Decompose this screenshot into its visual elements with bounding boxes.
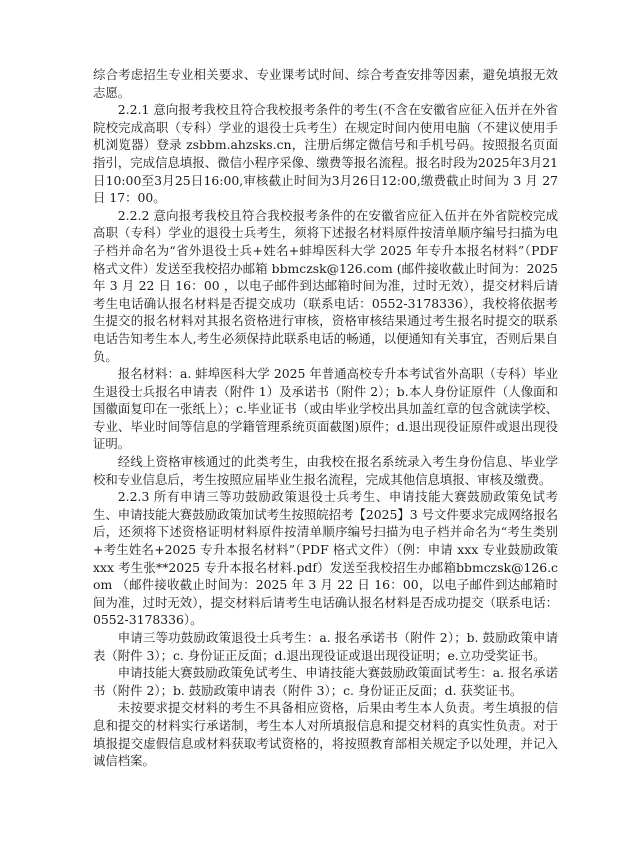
document-body [93, 66, 558, 770]
paragraph-merit-materials: 申请三等功鼓励政策退役士兵考生：a. 报名承诺书（附件 2）；b. 鼓励政策申请表（附件 3）；c. 身份证正反面；d.退出现役证或退出现役证明；e.立功受奖证书。 [93, 630, 558, 663]
paragraph-2-2-2: 2.2.2 意向报考我校且符合我校报考条件的在安徽省应征入伍并在外省院校完成高职（专科）学业的退役士兵考生，须将下述报名材料原件按清单顺序编号扫描为电子档并命名为“省外退役士兵+姓名+蚌埠医科大学 2025 年专升本报名材料”（PDF 格式文件）发送至我校招办邮箱 bbmczsk@126.com (邮件接收截止时间为：2025 年 3 月 22 日 16：00 ，以电子邮件到达邮箱时间为准，过时无效），提交材料后请考生电话确认报名材料是否提交成功（联系电话：0552-3178336），我校将依据考生提交的报名材料对其报名资格进行审核，资格审核结果通过考生报名时提交的联系电话告知考生本人,考生必须保持此联系电话的畅通，以便通知有关事宜，否则后果自负。 [93, 207, 558, 364]
paragraph-skills-competition-materials: 申请技能大赛鼓励政策免试考生、申请技能大赛鼓励政策面试考生：a. 报名承诺书（附件 2）；b. 鼓励政策申请表（附件 3）；c. 身份证正反面；d. 获奖证书。 [93, 665, 558, 698]
paragraph-disclaimer: 未按要求提交材料的考生不具备相应资格，后果由考生本人负责。考生填报的信息和提交的材料实行承诺制，考生本人对所填报信息和提交材料的真实性负责。对于填报提交虚假信息或材料获取考试资格的，将按照教育部相关规定予以处理，并记入诚信档案。 [93, 700, 558, 769]
paragraph-online-review: 经线上资格审核通过的此类考生，由我校在报名系统录入考生身份信息、毕业学校和专业信息后，考生按照应届毕业生报名流程，完成其他信息填报、审核及缴费。 [93, 454, 558, 487]
paragraph-intro-continuation: 综合考虑招生专业相关要求、专业课考试时间、综合考查安排等因素，避免填报无效志愿。 [93, 67, 558, 100]
paragraph-registration-materials: 报名材料：a. 蚌埠医科大学 2025 年普通高校专升本考试省外高职（专科）毕业生退役士兵报名申请表（附件 1）及承诺书（附件 2）；b.本人身份证原件（人像面和国徽面复印在一张纸上）；c.毕业证书（或由毕业学校出具加盖红章的包含就读学校、专业、毕业时间等信息的学籍管理系统页面截图)原件；d.退出现役证原件或退出现役证明。 [93, 366, 558, 452]
paragraph-2-2-1: 2.2.1 意向报考我校且符合我校报考条件的考生(不含在安徽省应征入伍并在外省院校完成高职（专科）学业的退役士兵考生）在规定时间内使用电脑（不建议使用手机浏览器）登录 zsbbm.ahzsks.cn，注册后绑定微信号和手机号码。按照报名页面指引，完成信息填报、微信小程序采像、缴费等报名流程。报名时段为2025年3月21日10:00至3月25日16:00,审核截止时间为3月26日12:00,缴费截止时间为 3 月 27 日 17：00。 [93, 102, 558, 206]
paragraph-2-2-3: 2.2.3 所有申请三等功鼓励政策退役士兵考生、申请技能大赛鼓励政策免试考生、申请技能大赛鼓励政策加试考生按照皖招考【2025】3 号文件要求完成网络报名后，还须将下述资格证明材料原件按清单顺序编号扫描为电子档并命名为“考生类别+考生姓名+2025 专升本报名材料”（PDF 格式文件）（例：申请 xxx 专业鼓励政策 xxx 考生张**2025 专升本报名材料.pdf）发送至我校招生办邮箱bbmczsk@126.com （邮件接收截止时间为：2025 年 3 月 22 日 16：00，以电子邮件到达邮箱时间为准，过时无效），提交材料后请考生电话确认报名材料是否成功提交（联系电话：0552-3178336）。 [93, 489, 558, 628]
